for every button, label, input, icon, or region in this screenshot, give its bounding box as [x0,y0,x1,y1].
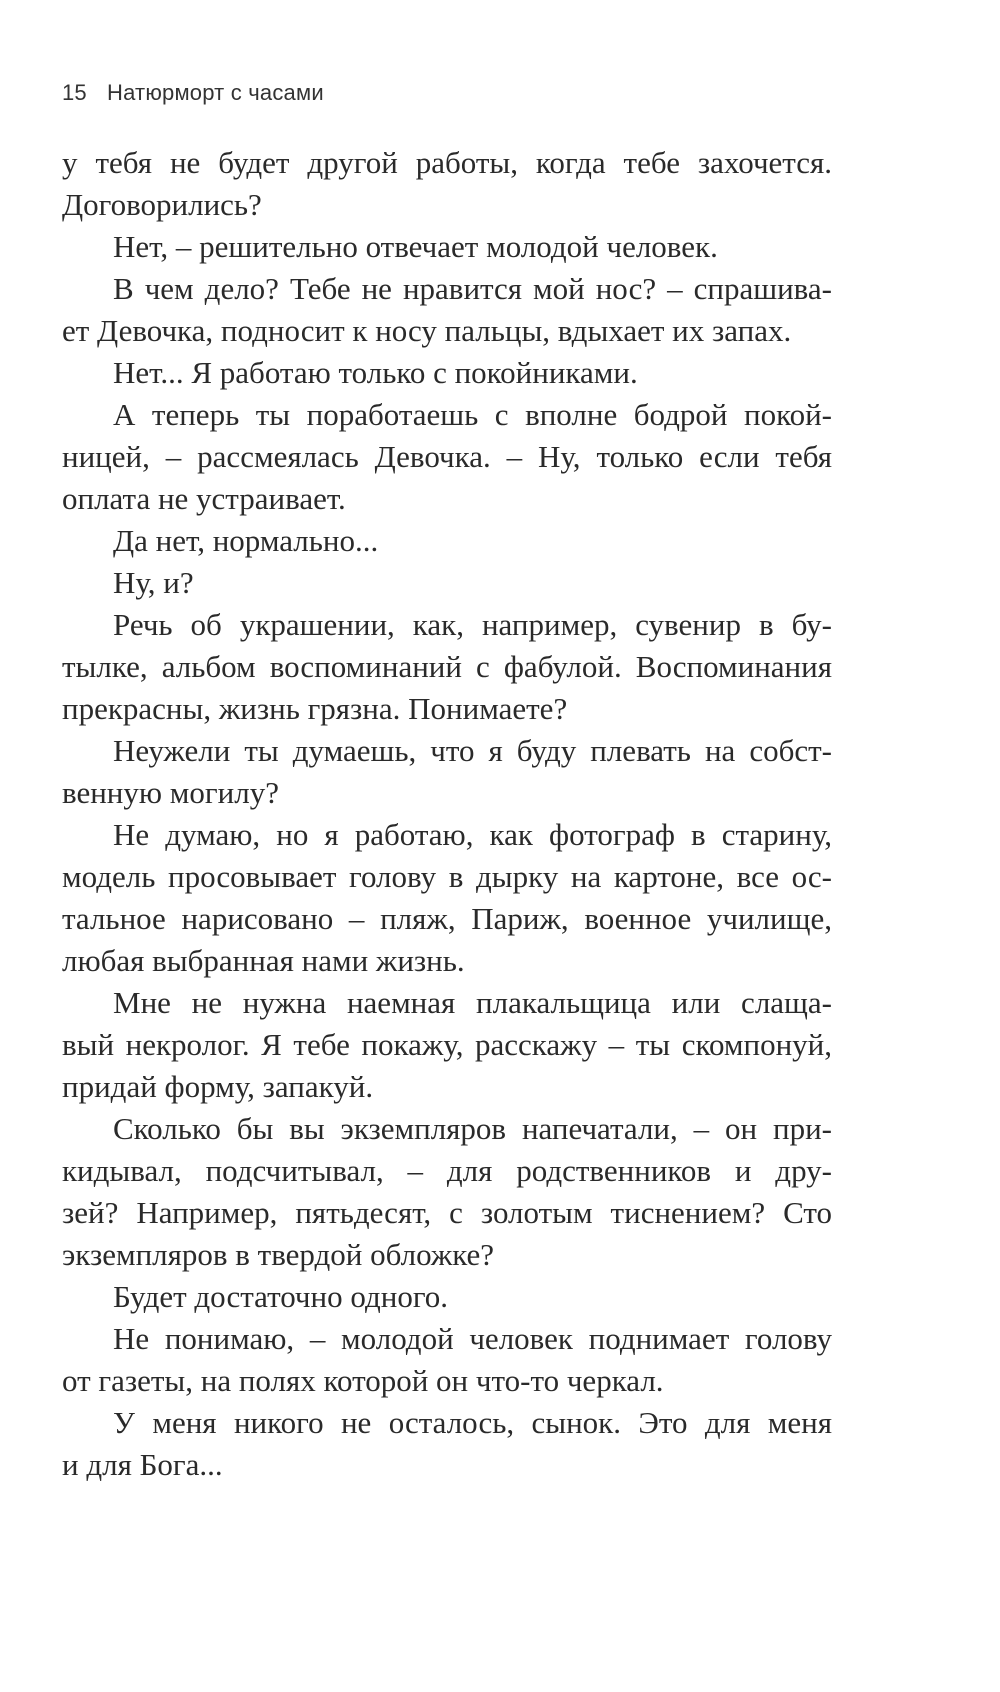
text-line: от газеты, на полях которой он что-то черкал. [62,1363,664,1398]
text-line: зей? Например, пятьдесят, с золотым тиснением? Сто [62,1195,832,1230]
text-line: Нет... Я работаю только с покойниками. [113,355,638,390]
running-title: Натюрморт с часами [107,80,324,105]
text-line: А теперь ты поработаешь с вполне бодрой покой- [113,397,832,432]
text-line: Ну, и? [113,565,194,600]
text-line: тылке, альбом воспоминаний с фабулой. Воспоминания [62,649,832,684]
body-text [62,142,832,1486]
text-line: Не понимаю, – молодой человек поднимает голову [113,1321,832,1356]
text-line: венную могилу? [62,775,279,810]
text-line: модель просовывает голову в дырку на картоне, все ос- [62,859,832,894]
text-line: любая выбранная нами жизнь. [62,943,465,978]
text-line: экземпляров в твердой обложке? [62,1237,495,1272]
text-line: тальное нарисовано – пляж, Париж, военное училище, [62,901,832,936]
page-number: 15 [62,80,87,105]
text-line: у тебя не будет другой работы, когда тебе захочется. [62,145,832,180]
text-line: ет Девочка, подносит к носу пальцы, вдыхает их запах. [62,313,792,348]
text-line: Сколько бы вы экземпляров напечатали, – он при- [113,1111,832,1146]
text-line: оплата не устраивает. [62,481,346,516]
text-line: прекрасны, жизнь грязна. Понимаете? [62,691,568,726]
text-line: Нет, – решительно отвечает молодой человек. [113,229,718,264]
text-line: Да нет, нормально... [113,523,379,558]
running-header [62,80,324,106]
text-line: Неужели ты думаешь, что я буду плевать на собст- [113,733,832,768]
text-line: Будет достаточно одного. [113,1279,449,1314]
text-line: Договорились? [62,187,262,222]
text-line: Речь об украшении, как, например, сувенир в бу- [113,607,832,642]
text-line: вый некролог. Я тебе покажу, расскажу – ты скомпонуй, [62,1027,832,1062]
text-line: придай форму, запакуй. [62,1069,374,1104]
text-line: и для Бога... [62,1447,223,1482]
text-line: У меня никого не осталось, сынок. Это для меня [113,1405,832,1440]
text-line: Не думаю, но я работаю, как фотограф в старину, [113,817,832,852]
text-line: ницей, – рассмеялась Девочка. – Ну, только если тебя [62,439,832,474]
text-line: кидывал, подсчитывал, – для родственников и дру- [62,1153,832,1188]
text-line: Мне не нужна наемная плакальщица или слаща- [113,985,832,1020]
text-line: В чем дело? Тебе не нравится мой нос? – спрашива- [113,271,832,306]
